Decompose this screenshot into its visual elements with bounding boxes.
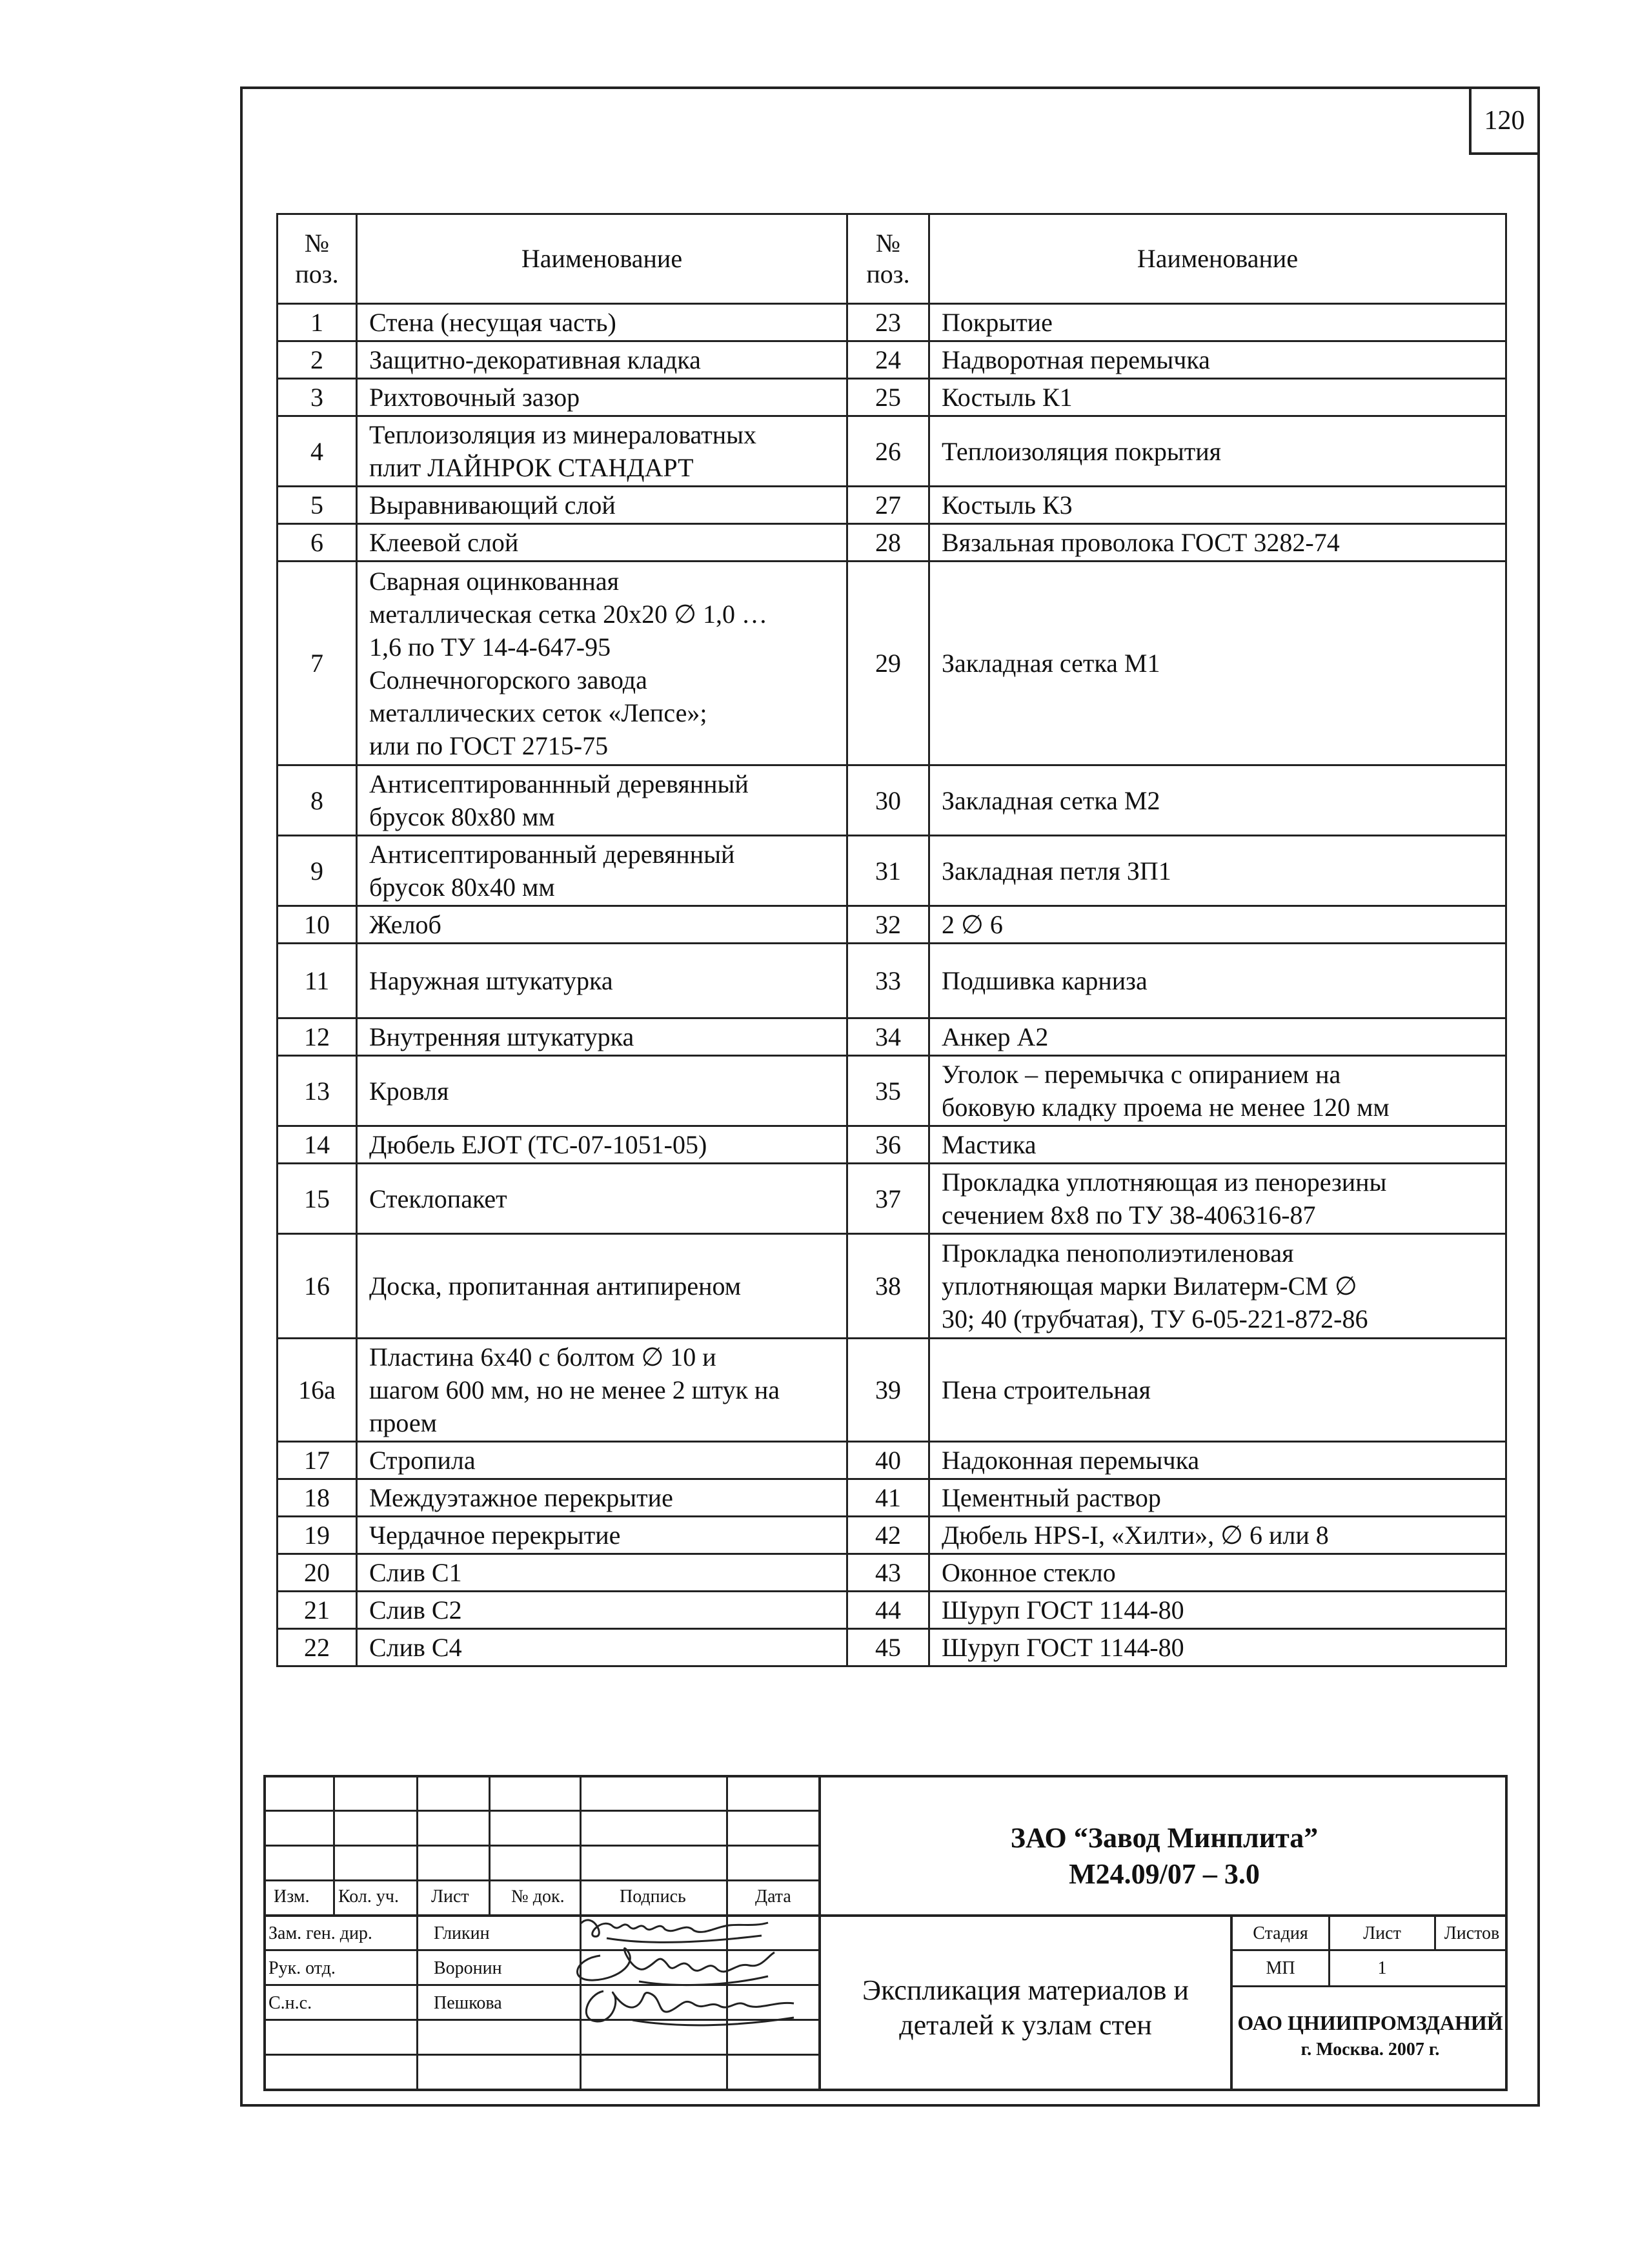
position-number-right: 44 bbox=[847, 1592, 929, 1629]
item-name-left bbox=[357, 906, 847, 944]
item-name-line: Теплоизоляция покрытия bbox=[942, 436, 1222, 466]
item-name-right bbox=[929, 1234, 1506, 1339]
position-number-right: 27 bbox=[847, 487, 929, 524]
table-row bbox=[278, 379, 1506, 416]
position-number-left: 5 bbox=[278, 487, 357, 524]
header-name-left: Наименование bbox=[357, 214, 847, 304]
item-name-line: Надворотная перемычка bbox=[942, 345, 1210, 374]
position-number-left: 13 bbox=[278, 1056, 357, 1126]
item-name-line: Дюбель EJOT (TC-07-1051-05) bbox=[369, 1130, 707, 1159]
item-name-line: Антисептированнный деревянный bbox=[369, 769, 749, 798]
item-name-left bbox=[357, 1629, 847, 1666]
materials-table bbox=[276, 213, 1507, 1667]
position-number-right: 37 bbox=[847, 1164, 929, 1234]
item-name-line: сечением 8х8 по ТУ 38-406316-87 bbox=[942, 1200, 1316, 1230]
item-name-line: Покрытие bbox=[942, 308, 1053, 337]
item-name-left bbox=[357, 416, 847, 487]
position-number-left: 1 bbox=[278, 304, 357, 341]
position-number-left: 6 bbox=[278, 524, 357, 562]
table-row bbox=[278, 1234, 1506, 1339]
item-name-line: Солнечногорского завода bbox=[369, 665, 647, 694]
item-name-line: Уголок – перемычка с опиранием на bbox=[942, 1060, 1341, 1089]
table-row bbox=[278, 765, 1506, 836]
item-name-line: шагом 600 мм, но не менее 2 штук на bbox=[369, 1375, 780, 1404]
item-name-line: уплотняющая марки Вилатерм-СМ ∅ bbox=[942, 1271, 1357, 1301]
position-number-right: 33 bbox=[847, 944, 929, 1018]
table-row bbox=[278, 836, 1506, 906]
position-number-left: 15 bbox=[278, 1164, 357, 1234]
position-number-left: 10 bbox=[278, 906, 357, 944]
position-number-right: 25 bbox=[847, 379, 929, 416]
item-name-line: Шуруп ГОСТ 1144-80 bbox=[942, 1633, 1184, 1662]
position-number-left: 16а bbox=[278, 1339, 357, 1442]
item-name-line: Желоб bbox=[369, 910, 441, 939]
header-pos-left: № поз. bbox=[278, 214, 357, 304]
item-name-line: Чердачное перекрытие bbox=[369, 1521, 621, 1550]
table-row bbox=[278, 304, 1506, 341]
item-name-line: Закладная сетка М2 bbox=[942, 785, 1160, 815]
table-row bbox=[278, 1517, 1506, 1554]
item-name-left bbox=[357, 341, 847, 379]
item-name-left bbox=[357, 1442, 847, 1479]
sheet-value: 1 bbox=[1377, 1958, 1387, 1978]
item-name-line: Слив С1 bbox=[369, 1558, 462, 1587]
position-number-right: 23 bbox=[847, 304, 929, 341]
item-name-right bbox=[929, 341, 1506, 379]
item-name-right bbox=[929, 1554, 1506, 1592]
table-row bbox=[278, 1126, 1506, 1164]
item-name-left bbox=[357, 1479, 847, 1517]
item-name-right bbox=[929, 1592, 1506, 1629]
item-name-left bbox=[357, 1018, 847, 1056]
item-name-line: Закладная сетка М1 bbox=[942, 649, 1160, 678]
table-row bbox=[278, 906, 1506, 944]
item-name-right bbox=[929, 944, 1506, 1018]
position-number-right: 41 bbox=[847, 1479, 929, 1517]
position-number-right: 36 bbox=[847, 1126, 929, 1164]
item-name-line: Наружная штукатурка bbox=[369, 966, 613, 995]
position-number-right: 34 bbox=[847, 1018, 929, 1056]
position-number-left: 12 bbox=[278, 1018, 357, 1056]
position-number-right: 39 bbox=[847, 1339, 929, 1442]
item-name-line: боковую кладку проема не менее 120 мм bbox=[942, 1093, 1390, 1122]
role-deputy-director: Зам. ген. дир. bbox=[268, 1923, 372, 1943]
item-name-line: Прокладка уплотняющая из пенорезины bbox=[942, 1168, 1387, 1197]
header-name-right: Наименование bbox=[929, 214, 1506, 304]
position-number-left: 20 bbox=[278, 1554, 357, 1592]
item-name-right bbox=[929, 1126, 1506, 1164]
item-name-line: Костыль К3 bbox=[942, 491, 1073, 520]
item-name-line: Междуэтажное перекрытие bbox=[369, 1483, 673, 1512]
position-number-left: 2 bbox=[278, 341, 357, 379]
item-name-right bbox=[929, 1629, 1506, 1666]
item-name-line: Пластина 6х40 с болтом ∅ 10 и bbox=[369, 1342, 716, 1372]
item-name-right bbox=[929, 836, 1506, 906]
table-row bbox=[278, 1056, 1506, 1126]
item-name-line: Стеклопакет bbox=[369, 1184, 507, 1213]
item-name-line: плит ЛАЙНРОК СТАНДАРТ bbox=[369, 453, 694, 482]
table-row bbox=[278, 524, 1506, 562]
table-row bbox=[278, 1018, 1506, 1056]
item-name-line: Антисептированный деревянный bbox=[369, 840, 735, 869]
item-name-line: Оконное стекло bbox=[942, 1558, 1116, 1587]
table-row bbox=[278, 1442, 1506, 1479]
item-name-line: Цементный раствор bbox=[942, 1483, 1161, 1512]
position-number-right: 43 bbox=[847, 1554, 929, 1592]
position-number-right: 31 bbox=[847, 836, 929, 906]
table-row bbox=[278, 1479, 1506, 1517]
item-name-right bbox=[929, 1479, 1506, 1517]
item-name-right bbox=[929, 1056, 1506, 1126]
table-row bbox=[278, 1554, 1506, 1592]
item-name-line: Сварная оцинкованная bbox=[369, 566, 620, 596]
item-name-line: брусок 80х80 мм bbox=[369, 802, 555, 831]
position-number-right: 26 bbox=[847, 416, 929, 487]
role-senior-researcher: С.н.с. bbox=[268, 1993, 312, 2013]
item-name-left bbox=[357, 1517, 847, 1554]
position-number-left: 16 bbox=[278, 1234, 357, 1339]
item-name-line: проем bbox=[369, 1408, 437, 1437]
item-name-line: Надоконная перемычка bbox=[942, 1446, 1200, 1475]
table-row bbox=[278, 562, 1506, 765]
position-number-left: 18 bbox=[278, 1479, 357, 1517]
col-signature: Подпись bbox=[620, 1887, 686, 1907]
position-number-right: 35 bbox=[847, 1056, 929, 1126]
organisation-name: ОАО ЦНИИПРОМЗДАНИЙ bbox=[1237, 2011, 1503, 2034]
item-name-line: Подшивка карниза bbox=[942, 966, 1148, 995]
table-row bbox=[278, 1592, 1506, 1629]
item-name-left bbox=[357, 1164, 847, 1234]
item-name-line: Рихтовочный зазор bbox=[369, 383, 580, 412]
table-row bbox=[278, 487, 1506, 524]
item-name-left bbox=[357, 1554, 847, 1592]
item-name-line: Стена (несущая часть) bbox=[369, 308, 616, 337]
position-number-left: 17 bbox=[278, 1442, 357, 1479]
item-name-left bbox=[357, 562, 847, 765]
item-name-right bbox=[929, 1339, 1506, 1442]
sheet-header: Лист bbox=[1363, 1923, 1401, 1943]
item-name-right bbox=[929, 524, 1506, 562]
position-number-left: 4 bbox=[278, 416, 357, 487]
table-header-row bbox=[278, 214, 1506, 304]
position-number-right: 45 bbox=[847, 1629, 929, 1666]
position-number-right: 24 bbox=[847, 341, 929, 379]
document-code: М24.09/07 – 3.0 bbox=[1069, 1858, 1260, 1890]
position-number-right: 29 bbox=[847, 562, 929, 765]
position-number-right: 28 bbox=[847, 524, 929, 562]
item-name-line: Стропила bbox=[369, 1446, 476, 1475]
item-name-line: 1,6 по ТУ 14-4-647-95 bbox=[369, 632, 611, 662]
page-number: 120 bbox=[1469, 86, 1540, 155]
position-number-left: 22 bbox=[278, 1629, 357, 1666]
stage-value: МП bbox=[1266, 1958, 1295, 1978]
item-name-right bbox=[929, 562, 1506, 765]
position-number-left: 8 bbox=[278, 765, 357, 836]
item-name-right bbox=[929, 906, 1506, 944]
name-senior-researcher: Пешкова bbox=[434, 1993, 502, 2013]
item-name-line: Слив С4 bbox=[369, 1633, 462, 1662]
item-name-left bbox=[357, 379, 847, 416]
document-title-line-2: деталей к узлам стен bbox=[899, 2009, 1152, 2041]
item-name-right bbox=[929, 416, 1506, 487]
organisation-city-year: г. Москва. 2007 г. bbox=[1300, 2040, 1440, 2060]
position-number-left: 21 bbox=[278, 1592, 357, 1629]
table-row bbox=[278, 1629, 1506, 1666]
item-name-right bbox=[929, 1018, 1506, 1056]
col-doc-no: № док. bbox=[511, 1887, 565, 1907]
position-number-left: 19 bbox=[278, 1517, 357, 1554]
position-number-left: 3 bbox=[278, 379, 357, 416]
position-number-left: 14 bbox=[278, 1126, 357, 1164]
signature-3 bbox=[568, 1981, 800, 2033]
position-number-right: 42 bbox=[847, 1517, 929, 1554]
item-name-line: Дюбель HPS-I, «Хилти», ∅ 6 или 8 bbox=[942, 1521, 1329, 1550]
item-name-line: Клеевой слой bbox=[369, 528, 519, 557]
position-number-right: 38 bbox=[847, 1234, 929, 1339]
col-kol-uch: Кол. уч. bbox=[338, 1887, 399, 1907]
item-name-line: Выравнивающий слой bbox=[369, 491, 616, 520]
col-list: Лист bbox=[431, 1887, 469, 1907]
item-name-left bbox=[357, 1592, 847, 1629]
table-row bbox=[278, 944, 1506, 1018]
company-name: ЗАО “Завод Минплита” bbox=[1010, 1822, 1319, 1854]
item-name-left bbox=[357, 304, 847, 341]
item-name-line: 2 ∅ 6 bbox=[942, 910, 1003, 939]
stage-header: Стадия bbox=[1253, 1923, 1308, 1943]
item-name-left bbox=[357, 1339, 847, 1442]
item-name-right bbox=[929, 304, 1506, 341]
item-name-right bbox=[929, 487, 1506, 524]
item-name-line: Прокладка пенополиэтиленовая bbox=[942, 1239, 1294, 1268]
sheets-header: Листов bbox=[1444, 1923, 1500, 1943]
item-name-line: Слив С2 bbox=[369, 1595, 462, 1625]
name-deputy-director: Гликин bbox=[434, 1923, 490, 1943]
col-date: Дата bbox=[755, 1887, 791, 1907]
item-name-left bbox=[357, 1234, 847, 1339]
table-row bbox=[278, 341, 1506, 379]
item-name-line: 30; 40 (трубчатая), ТУ 6-05-221-872-86 bbox=[942, 1304, 1368, 1333]
col-izm: Изм. bbox=[274, 1887, 310, 1907]
item-name-right bbox=[929, 765, 1506, 836]
item-name-line: Костыль К1 bbox=[942, 383, 1073, 412]
table-row bbox=[278, 416, 1506, 487]
item-name-line: Закладная петля ЗП1 bbox=[942, 856, 1171, 886]
item-name-line: Мастика bbox=[942, 1130, 1037, 1159]
item-name-left bbox=[357, 944, 847, 1018]
item-name-left bbox=[357, 1056, 847, 1126]
item-name-right bbox=[929, 1442, 1506, 1479]
header-pos-right: № поз. bbox=[847, 214, 929, 304]
item-name-left bbox=[357, 1126, 847, 1164]
position-number-right: 32 bbox=[847, 906, 929, 944]
position-number-left: 11 bbox=[278, 944, 357, 1018]
item-name-left bbox=[357, 836, 847, 906]
item-name-line: Вязальная проволока ГОСТ 3282-74 bbox=[942, 528, 1340, 557]
position-number-right: 40 bbox=[847, 1442, 929, 1479]
item-name-line: Теплоизоляция из минераловатных bbox=[369, 420, 757, 449]
item-name-left bbox=[357, 524, 847, 562]
item-name-line: металлических сеток «Лепсе»; bbox=[369, 698, 707, 727]
document-title-line-1: Экспликация материалов и bbox=[862, 1974, 1189, 2006]
item-name-line: Анкер А2 bbox=[942, 1022, 1049, 1051]
item-name-line: Шуруп ГОСТ 1144-80 bbox=[942, 1595, 1184, 1625]
name-department-head: Воронин bbox=[434, 1958, 502, 1978]
role-department-head: Рук. отд. bbox=[268, 1958, 336, 1978]
item-name-line: брусок 80х40 мм bbox=[369, 873, 555, 902]
table-row bbox=[278, 1339, 1506, 1442]
item-name-line: или по ГОСТ 2715-75 bbox=[369, 731, 609, 760]
item-name-right bbox=[929, 1164, 1506, 1234]
item-name-right bbox=[929, 1517, 1506, 1554]
item-name-line: Защитно-декоративная кладка bbox=[369, 345, 701, 374]
item-name-right bbox=[929, 379, 1506, 416]
position-number-left: 7 bbox=[278, 562, 357, 765]
item-name-line: Доска, пропитанная антипиреном bbox=[369, 1271, 742, 1301]
item-name-left bbox=[357, 765, 847, 836]
item-name-line: металлическая сетка 20х20 ∅ 1,0 … bbox=[369, 599, 767, 629]
item-name-line: Внутренняя штукатурка bbox=[369, 1022, 634, 1051]
position-number-right: 30 bbox=[847, 765, 929, 836]
position-number-left: 9 bbox=[278, 836, 357, 906]
table-row bbox=[278, 1164, 1506, 1234]
item-name-line: Пена строительная bbox=[942, 1375, 1151, 1404]
item-name-line: Кровля bbox=[369, 1076, 449, 1106]
item-name-left bbox=[357, 487, 847, 524]
